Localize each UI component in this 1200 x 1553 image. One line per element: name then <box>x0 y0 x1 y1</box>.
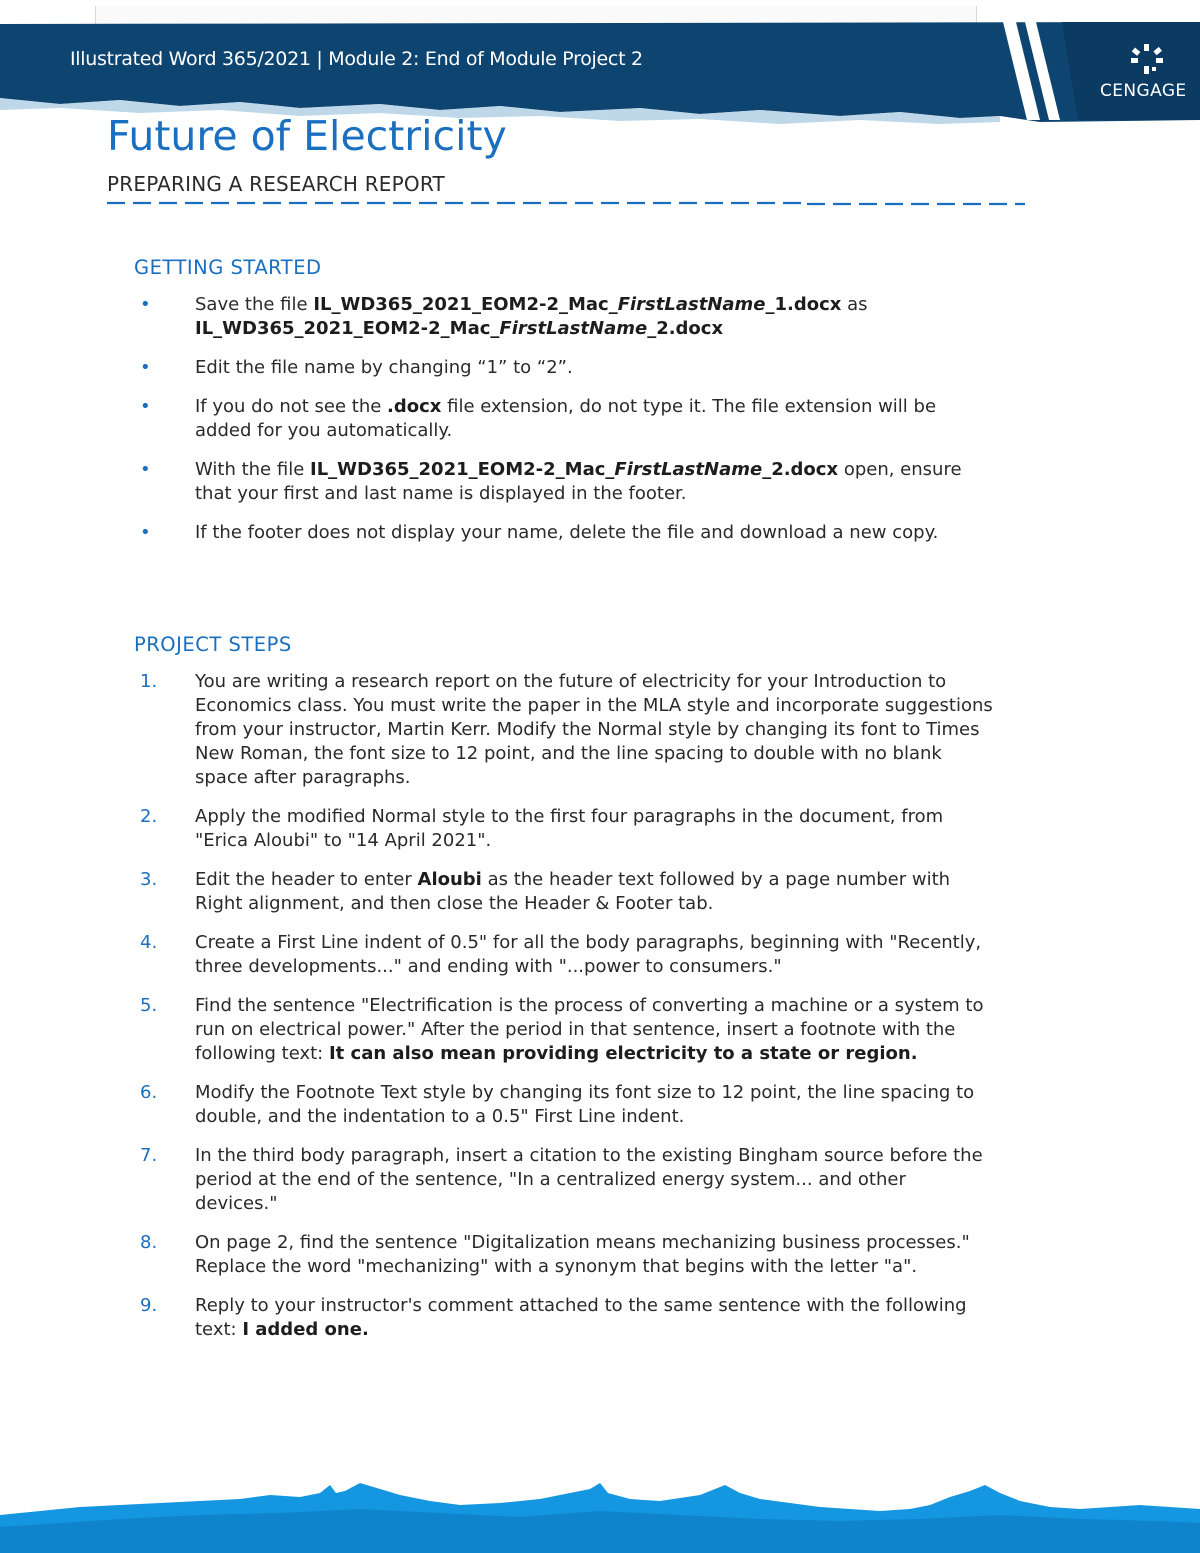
logo-text: CENGAGE <box>1100 81 1187 101</box>
step-number: 7. <box>140 1145 158 1166</box>
list-item: 1. You are writing a research report on the future of electricity for your Introduction to Economics class. You must write the paper in the MLA style and incorporate suggestions from your instructor, Martin Kerr. Modify the Normal style by changing its font to Times New Roman, the font size to 12 point, and the line spacing to double with no blank space after paragraphs. <box>140 671 993 788</box>
list-item: 8. On page 2, find the sentence "Digitalization means mechanizing business processes." Replace the word "mechanizing" with a synonym that begins with the letter "a". <box>140 1232 970 1277</box>
cengage-logo <box>1090 40 1200 110</box>
step-number: 5. <box>140 995 158 1016</box>
footer-wave-art <box>0 1455 1200 1553</box>
step-number: 8. <box>140 1232 158 1253</box>
getting-started-heading: GETTING STARTED <box>134 256 322 279</box>
step-number: 4. <box>140 932 158 953</box>
banner-title: Illustrated Word 365/2021 | Module 2: End of Module Project 2 <box>70 48 643 70</box>
cengage-mark-icon <box>1130 42 1164 76</box>
list-item: • With the file IL_WD365_2021_EOM2-2_Mac_FirstLastName_2.docx open, ensure that your first and last name is displayed in the footer. <box>140 459 962 504</box>
getting-started-list <box>134 293 994 560</box>
list-item: • If the footer does not display your name, delete the file and download a new copy. <box>140 522 939 543</box>
bullet: • <box>140 522 151 543</box>
list-item: 7. In the third body paragraph, insert a citation to the existing Bingham source before the period at the end of the sentence, "In a centralized energy system... and other devices." <box>140 1145 983 1214</box>
bullet: • <box>140 459 151 480</box>
list-item: 2. Apply the modified Normal style to the first four paragraphs in the document, from "Erica Aloubi" to "14 April 2021". <box>140 806 944 851</box>
list-item: • Edit the file name by changing “1” to “2”. <box>140 357 573 378</box>
list-item: 9. Reply to your instructor's comment attached to the same sentence with the following text: I added one. <box>140 1295 967 1340</box>
list-item: • Save the file IL_WD365_2021_EOM2-2_Mac_FirstLastName_1.docx as IL_WD365_2021_EOM2-2_Mac_FirstLastName_2.docx <box>140 294 868 339</box>
list-item: • If you do not see the .docx file extension, do not type it. The file extension will be added for you automatically. <box>140 396 937 441</box>
page-title: Future of Electricity <box>107 112 507 160</box>
bullet: • <box>140 357 151 378</box>
list-item: 6. Modify the Footnote Text style by changing its font size to 12 point, the line spacing to double, and the indentation to a 0.5" First Line indent. <box>140 1082 975 1127</box>
list-item: 5. Find the sentence "Electrification is the process of converting a machine or a system to run on electrical power." After the period in that sentence, insert a footnote with the following text: It can also mean providing electricity to a state or region. <box>140 995 984 1064</box>
project-steps-list <box>134 670 994 1357</box>
bullet: • <box>140 294 151 315</box>
step-number: 2. <box>140 806 158 827</box>
page-subtitle: PREPARING A RESEARCH REPORT <box>107 172 445 196</box>
step-number: 6. <box>140 1082 158 1103</box>
list-item: 4. Create a First Line indent of 0.5" for all the body paragraphs, beginning with "Recently, three developments..." and ending with "...power to consumers." <box>140 932 982 977</box>
step-number: 9. <box>140 1295 158 1316</box>
project-steps-heading: PROJECT STEPS <box>134 633 292 656</box>
list-item: 3. Edit the header to enter Aloubi as the header text followed by a page number with Right alignment, and then close the Header & Footer tab. <box>140 869 951 914</box>
title-divider <box>107 200 1025 208</box>
step-number: 3. <box>140 869 158 890</box>
bullet: • <box>140 396 151 417</box>
step-number: 1. <box>140 671 158 692</box>
